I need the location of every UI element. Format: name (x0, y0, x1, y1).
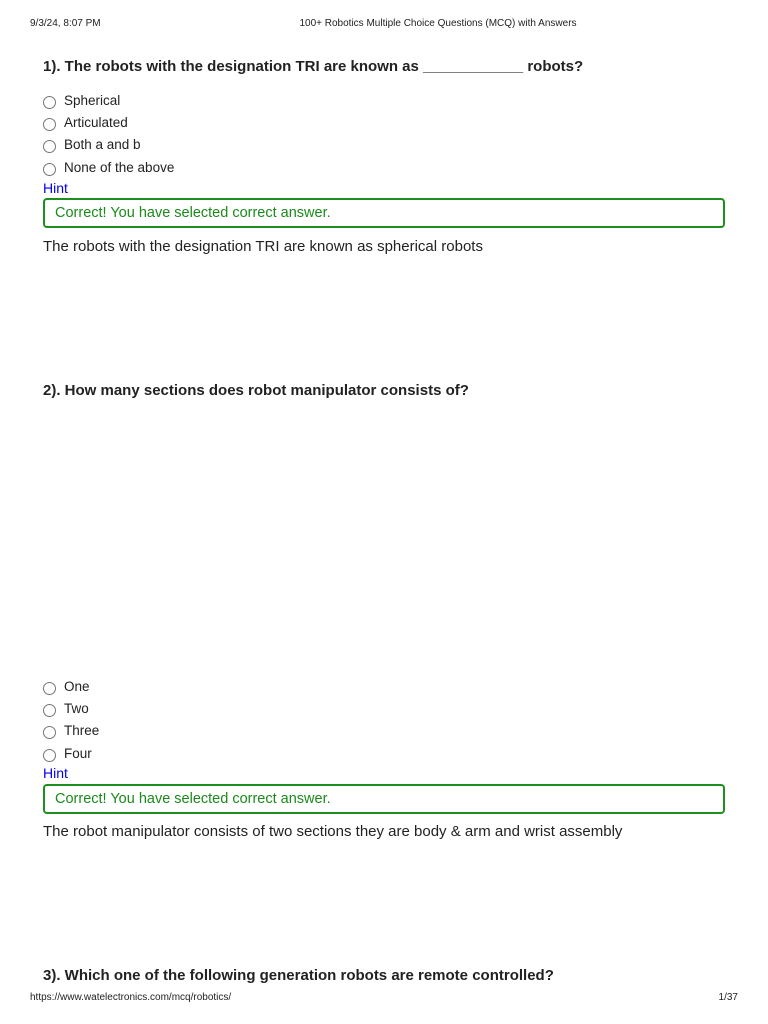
question-1-result-box: Correct! You have selected correct answer. (43, 198, 725, 228)
question-2-options (43, 675, 99, 764)
question-2-option-d[interactable] (43, 742, 99, 764)
radio-button[interactable] (43, 726, 56, 739)
print-url[interactable]: https://www.watelectronics.com/mcq/robotics/ (30, 992, 232, 1003)
question-3-title: 3). Which one of the following generation robots are remote controlled? (43, 967, 554, 984)
question-1-option-a[interactable] (43, 89, 174, 111)
radio-button[interactable] (43, 704, 56, 717)
option-label: Both a and b (64, 137, 141, 153)
question-1-hint-link[interactable]: Hint (43, 180, 68, 196)
question-2-option-b[interactable] (43, 697, 99, 719)
print-page-number: 1/37 (718, 992, 738, 1003)
option-label: Four (64, 745, 92, 761)
radio-button[interactable] (43, 682, 56, 695)
question-1-options (43, 89, 174, 178)
question-2-option-c[interactable] (43, 720, 99, 742)
print-doc-title: 100+ Robotics Multiple Choice Questions (MCQ) with Answers (299, 18, 577, 29)
option-label: Three (64, 723, 100, 739)
option-label: Articulated (64, 114, 128, 130)
option-label: None of the above (64, 159, 175, 175)
option-label: One (64, 678, 90, 694)
radio-button[interactable] (43, 749, 56, 762)
option-label: Spherical (64, 92, 121, 108)
question-1-option-c[interactable] (43, 134, 174, 156)
question-1-title: 1). The robots with the designation TRI are known as ____________ robots? (43, 58, 584, 75)
question-2-title: 2). How many sections does robot manipulator consists of? (43, 382, 469, 399)
print-header (0, 18, 768, 34)
radio-button[interactable] (43, 140, 56, 153)
question-2-result-box: Correct! You have selected correct answer. (43, 784, 725, 814)
question-2-explanation: The robot manipulator consists of two sections they are body & arm and wrist assembly (43, 823, 623, 840)
radio-button[interactable] (43, 163, 56, 176)
radio-button[interactable] (43, 118, 56, 131)
question-1-explanation: The robots with the designation TRI are known as spherical robots (43, 238, 483, 255)
radio-button[interactable] (43, 96, 56, 109)
question-2-option-a[interactable] (43, 675, 99, 697)
option-label: Two (64, 700, 89, 716)
print-date: 9/3/24, 8:07 PM (30, 18, 101, 29)
question-1-option-b[interactable] (43, 111, 174, 133)
question-1-option-d[interactable] (43, 156, 174, 178)
question-2-hint-link[interactable]: Hint (43, 765, 68, 781)
